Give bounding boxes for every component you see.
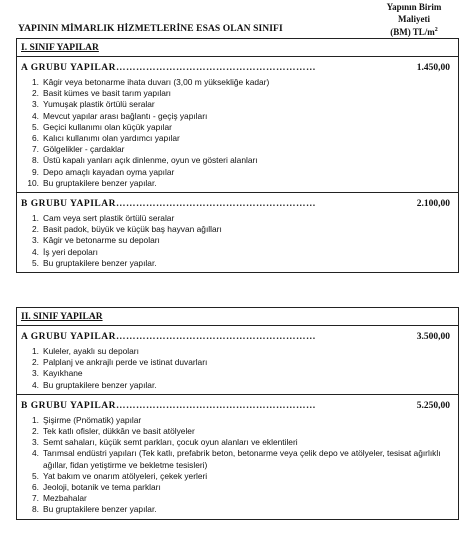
- unit-cost-header-line3: (BM) $TL/m^2$: [390, 27, 438, 37]
- list-item: 1. Kâgir veya betonarme ihata duvarı (3,00 m yüksekliğe kadar): [32, 77, 270, 87]
- group-unit-price: 2.100,00: [416, 199, 450, 210]
- section-title: I. SINIF YAPILAR: [17, 39, 458, 57]
- section-class-1: [16, 38, 459, 273]
- list-item: 2. Tek katlı ofisler, dükkân ve basit atölyeler: [32, 426, 195, 437]
- list-item: 3. Kayıkhane: [32, 368, 83, 379]
- list-item: 4. Mevcut yapılar arası bağlantı - geçiş yapıları: [32, 110, 208, 121]
- table-title: YAPININ MİMARLIK HİZMETLERİNE ESAS OLAN SINIFI: [18, 24, 283, 34]
- group-item-list: [21, 415, 454, 516]
- list-item: 6. Kalıcı kullanımı olan yardımcı yapılar: [32, 133, 180, 144]
- group-a: [17, 57, 458, 193]
- group-header: [21, 330, 454, 344]
- list-item: 4. Bu gruptakilere benzer yapılar.: [32, 379, 157, 390]
- list-item: 2. Basit kümes ve basit tarım yapıları: [32, 88, 171, 99]
- unit-cost-header-line2: Maliyeti: [398, 13, 430, 24]
- list-item: 3. Yumuşak plastik örtülü seralar: [32, 99, 155, 110]
- group-b: [17, 395, 458, 519]
- group-name: A GRUBU YAPILAR……………………………………………………: [21, 63, 316, 73]
- group-unit-price: 5.250,00: [416, 400, 450, 411]
- group-item-list: [21, 346, 454, 391]
- group-unit-price: 3.500,00: [416, 332, 450, 342]
- list-item: 2. Palplanj ve ankrajlı perde ve istinat duvarları: [32, 357, 208, 368]
- list-item: 5. Yat bakım ve onarım atölyeleri, çekek yerleri: [32, 470, 208, 481]
- list-item: 6. Jeoloji, botanik ve tema parkları: [32, 482, 161, 493]
- group-unit-price: 1.450,00: [416, 63, 450, 73]
- list-item: 1. Kuleler, ayaklı su depoları: [32, 346, 139, 356]
- list-item: 8. Üstü kapalı yanları açık dinlenme, oyun ve gösteri alanları: [32, 155, 258, 166]
- list-item: 8. Bu gruptakilere benzer yapılar.: [32, 504, 157, 515]
- list-item: 4. Tarımsal endüstri yapıları (Tek katlı, prefabrik beton, betonarme veya çelik depo ve atölyeler, tesisat ağırlıklı ağıllar, fidan yetiştirme ve bekletme tesisleri): [32, 448, 441, 470]
- group-header: [21, 399, 454, 413]
- group-name: B GRUBU YAPILAR……………………………………………………: [21, 400, 316, 411]
- list-item: 1. Cam veya sert plastik örtülü seralar: [32, 213, 175, 224]
- unit-cost-header-line1: Yapının Birim: [386, 2, 442, 12]
- list-item: 3. Kâgir ve betonarme su depoları: [32, 235, 160, 246]
- list-item: 7. Mezbahalar: [32, 493, 87, 504]
- list-item: 10. Bu gruptakilere benzer yapılar.: [27, 177, 157, 188]
- section-class-2: [16, 307, 459, 520]
- list-item: 4. İş yeri depoları: [32, 246, 98, 257]
- table-header: [18, 0, 458, 40]
- list-item: 9. Depo amaçlı kayadan oyma yapılar: [32, 166, 175, 177]
- group-name: A GRUBU YAPILAR……………………………………………………: [21, 332, 316, 342]
- list-item: 7. Gölgelikler - çardaklar: [32, 144, 125, 155]
- list-item: 2. Basit padok, büyük ve küçük baş hayvan ağılları: [32, 224, 222, 235]
- group-item-list: [21, 77, 454, 189]
- group-b: [17, 193, 458, 272]
- group-name: B GRUBU YAPILAR……………………………………………………: [21, 199, 316, 210]
- group-item-list: [21, 213, 454, 269]
- unit-cost-column-header: [374, 2, 454, 39]
- list-item: 5. Bu gruptakilere benzer yapılar.: [32, 257, 157, 268]
- section-title: II. SINIF YAPILAR: [17, 308, 458, 326]
- group-a: [17, 326, 458, 395]
- list-item: 1. Şişirme (Pnömatik) yapılar: [32, 414, 142, 425]
- group-header: [21, 61, 454, 75]
- group-header: [21, 197, 454, 211]
- list-item: 5. Geçici kullanımı olan küçük yapılar: [32, 121, 172, 132]
- list-item: 3. Semt sahaları, küçük semt parkları, çocuk oyun alanları ve eklentileri: [32, 437, 298, 448]
